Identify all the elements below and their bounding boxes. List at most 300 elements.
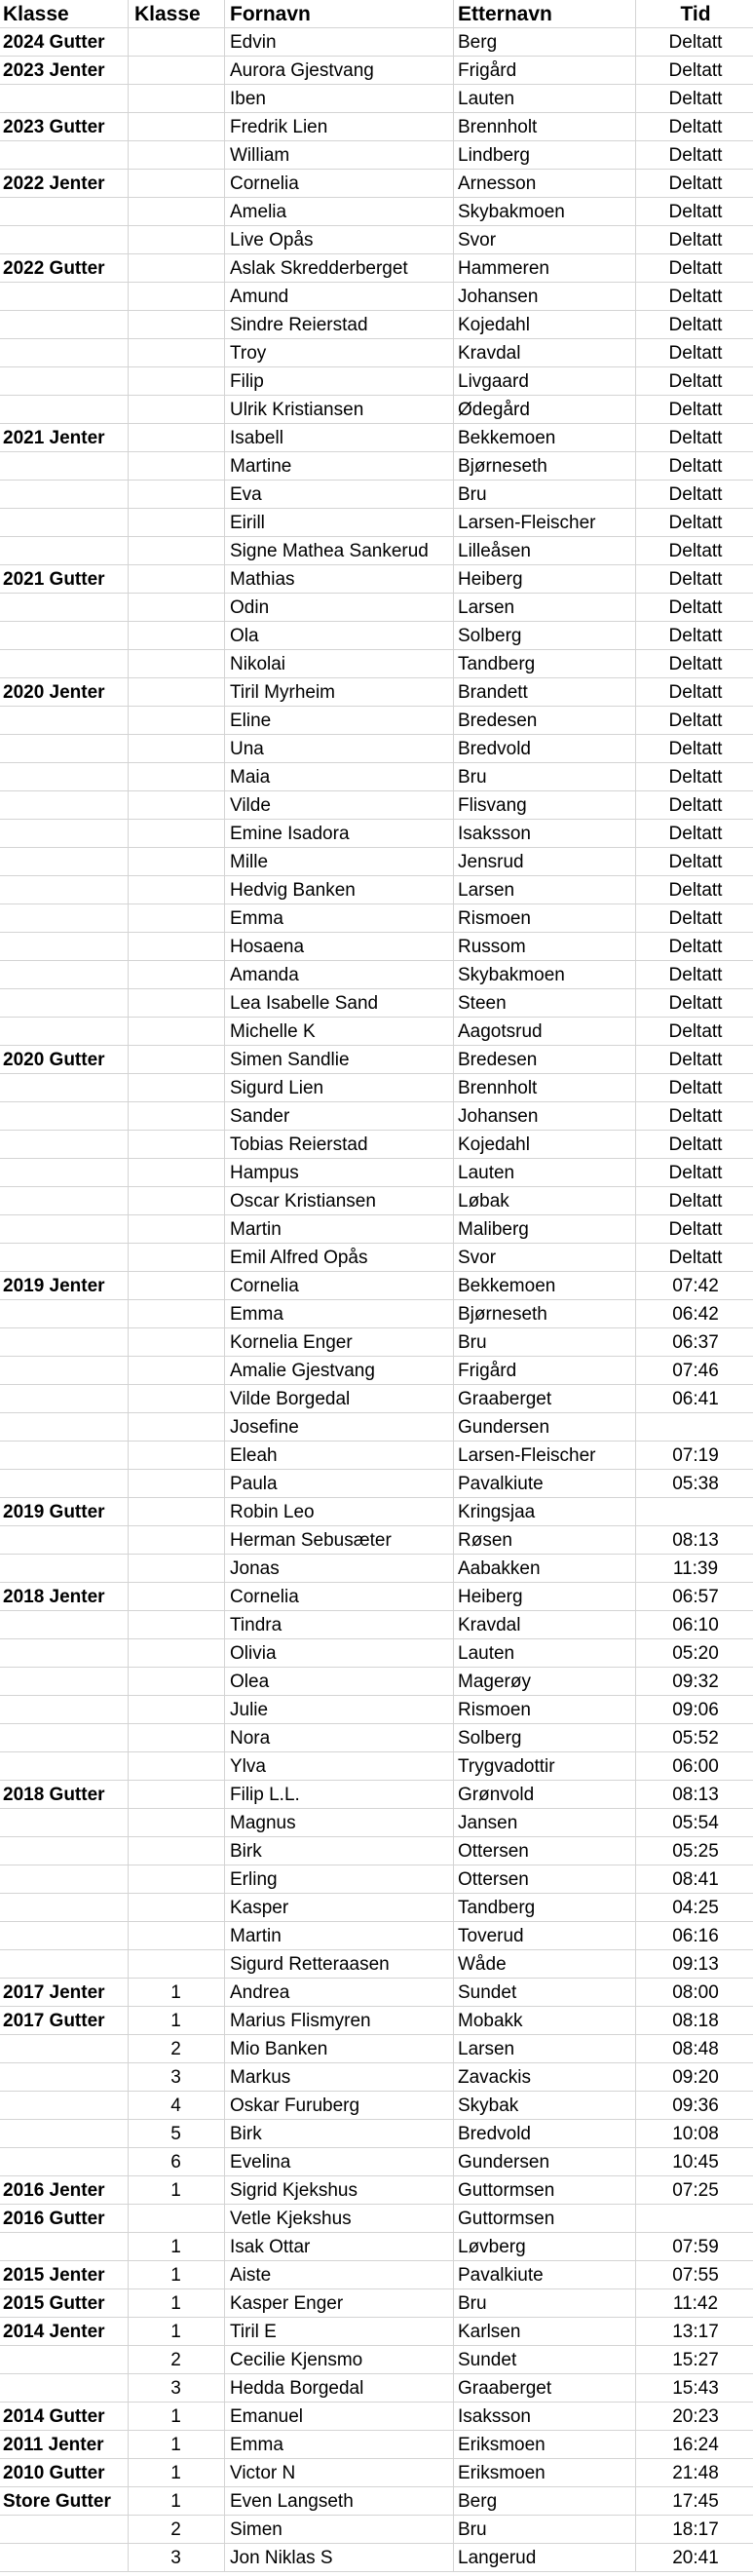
cell-klasse-nr[interactable] (129, 989, 223, 1018)
cell-tid[interactable]: 06:42 (672, 1304, 719, 1325)
cell-etternavn[interactable]: Pavalkiute (458, 2265, 544, 2286)
cell-tid[interactable]: Deltatt (668, 173, 723, 194)
cell-fornavn[interactable]: Michelle K (230, 1021, 316, 1042)
cell-klasse[interactable]: 2014 Jenter (3, 2322, 105, 2342)
cell-etternavn[interactable]: Maliberg (458, 1219, 529, 1240)
cell-klasse-nr[interactable] (129, 678, 223, 707)
cell-klasse-nr[interactable] (129, 1555, 223, 1583)
cell-klasse[interactable] (3, 763, 128, 791)
cell-tid[interactable]: Deltatt (668, 1078, 723, 1098)
cell-klasse-nr[interactable] (129, 1074, 223, 1102)
cell-klasse-nr[interactable] (129, 311, 223, 339)
cell-etternavn[interactable]: Sundet (458, 2350, 517, 2370)
cell-klasse[interactable]: 2015 Gutter (3, 2293, 105, 2314)
cell-klasse[interactable]: 2017 Jenter (3, 1982, 105, 2003)
cell-klasse[interactable] (3, 622, 128, 650)
cell-tid[interactable]: 07:59 (672, 2237, 719, 2257)
cell-klasse[interactable] (3, 989, 128, 1018)
cell-klasse[interactable] (3, 509, 128, 537)
cell-klasse[interactable] (3, 1131, 128, 1159)
cell-klasse[interactable]: 2018 Jenter (3, 1587, 105, 1607)
cell-klasse-nr[interactable] (129, 481, 223, 509)
cell-klasse[interactable] (3, 735, 128, 763)
cell-tid[interactable]: 06:41 (672, 1389, 719, 1409)
cell-tid[interactable]: Deltatt (668, 541, 723, 561)
cell-tid[interactable]: 11:39 (672, 1558, 719, 1579)
cell-klasse[interactable] (3, 537, 128, 565)
cell-tid[interactable]: Deltatt (668, 682, 723, 703)
cell-klasse-nr[interactable]: 6 (170, 2152, 181, 2172)
cell-klasse-nr[interactable] (129, 848, 223, 876)
cell-klasse-nr[interactable]: 3 (170, 2548, 181, 2568)
cell-fornavn[interactable]: Martine (230, 456, 292, 477)
cell-tid[interactable]: 09:13 (672, 1954, 719, 1975)
cell-fornavn[interactable]: Herman Sebusæter (230, 1530, 392, 1551)
cell-fornavn[interactable]: Victor N (230, 2463, 296, 2483)
cell-etternavn[interactable]: Bru (458, 767, 487, 788)
cell-klasse-nr[interactable] (129, 57, 223, 85)
cell-klasse[interactable] (3, 1328, 128, 1357)
cell-tid[interactable]: 13:17 (672, 2322, 719, 2342)
cell-klasse[interactable]: 2024 Gutter (3, 32, 105, 53)
cell-klasse-nr[interactable] (129, 198, 223, 226)
cell-tid[interactable]: Deltatt (668, 1248, 723, 1268)
cell-klasse[interactable] (3, 2233, 128, 2261)
cell-fornavn[interactable]: Isabell (230, 428, 283, 448)
cell-etternavn[interactable]: Larsen (458, 597, 515, 618)
cell-fornavn[interactable]: Markus (230, 2067, 291, 2088)
cell-tid[interactable]: Deltatt (668, 32, 723, 53)
cell-tid[interactable]: Deltatt (668, 287, 723, 307)
cell-klasse-nr[interactable] (129, 1385, 223, 1413)
cell-etternavn[interactable]: Johansen (458, 287, 539, 307)
cell-etternavn[interactable]: Karlsen (458, 2322, 521, 2342)
cell-tid[interactable]: 07:55 (672, 2265, 719, 2286)
cell-etternavn[interactable]: Brennholt (458, 1078, 538, 1098)
cell-tid[interactable]: 20:23 (672, 2406, 719, 2427)
cell-klasse[interactable] (3, 876, 128, 904)
cell-etternavn[interactable]: Lauten (458, 89, 515, 109)
cell-klasse[interactable] (3, 707, 128, 735)
cell-klasse-nr[interactable]: 1 (170, 2435, 181, 2455)
cell-fornavn[interactable]: Evelina (230, 2152, 291, 2172)
cell-etternavn[interactable]: Gundersen (458, 2152, 550, 2172)
cell-tid[interactable]: 16:24 (672, 2435, 719, 2455)
cell-tid[interactable]: Deltatt (668, 767, 723, 788)
cell-etternavn[interactable]: Bredvold (458, 739, 531, 759)
cell-klasse-nr[interactable]: 1 (170, 1982, 181, 2003)
cell-tid[interactable]: Deltatt (668, 824, 723, 844)
cell-tid[interactable]: 08:13 (672, 1785, 719, 1805)
cell-tid[interactable]: Deltatt (668, 400, 723, 420)
cell-klasse-nr[interactable] (129, 1950, 223, 1979)
cell-etternavn[interactable]: Eriksmoen (458, 2435, 546, 2455)
cell-fornavn[interactable]: Hedvig Banken (230, 880, 356, 901)
cell-etternavn[interactable]: Brandett (458, 682, 528, 703)
cell-tid[interactable]: 10:45 (672, 2152, 719, 2172)
cell-fornavn[interactable]: Sigurd Lien (230, 1078, 324, 1098)
cell-tid[interactable]: Deltatt (668, 654, 723, 674)
cell-etternavn[interactable]: Livgaard (458, 371, 529, 392)
cell-tid[interactable]: Deltatt (668, 1106, 723, 1127)
cell-klasse-nr[interactable] (129, 1668, 223, 1696)
cell-fornavn[interactable]: Sander (230, 1106, 290, 1127)
cell-tid[interactable]: 07:42 (672, 1276, 719, 1296)
cell-tid[interactable]: Deltatt (668, 626, 723, 646)
cell-etternavn[interactable]: Rismoen (458, 1700, 531, 1720)
cell-etternavn[interactable]: Mobakk (458, 2011, 523, 2031)
cell-klasse-nr[interactable] (129, 876, 223, 904)
cell-klasse[interactable] (3, 311, 128, 339)
cell-klasse-nr[interactable] (129, 1809, 223, 1837)
cell-klasse-nr[interactable] (129, 1752, 223, 1781)
cell-fornavn[interactable]: Vilde Borgedal (230, 1389, 351, 1409)
cell-fornavn[interactable]: Mathias (230, 569, 295, 590)
cell-tid[interactable]: Deltatt (668, 145, 723, 166)
cell-fornavn[interactable]: Lea Isabelle Sand (230, 993, 379, 1014)
cell-klasse-nr[interactable] (129, 339, 223, 367)
cell-etternavn[interactable]: Solberg (458, 626, 522, 646)
cell-tid[interactable]: Deltatt (668, 711, 723, 731)
cell-klasse-nr[interactable] (129, 396, 223, 424)
cell-tid[interactable]: 05:54 (672, 1813, 719, 1833)
cell-tid[interactable]: 08:13 (672, 1530, 719, 1551)
cell-klasse-nr[interactable] (129, 1781, 223, 1809)
cell-fornavn[interactable]: Eline (230, 711, 272, 731)
cell-klasse-nr[interactable]: 1 (170, 2180, 181, 2201)
cell-fornavn[interactable]: Maia (230, 767, 271, 788)
cell-etternavn[interactable]: Bredesen (458, 1050, 538, 1070)
cell-klasse[interactable]: 2019 Gutter (3, 1502, 105, 1522)
cell-tid[interactable]: Deltatt (668, 937, 723, 957)
cell-etternavn[interactable]: Eriksmoen (458, 2463, 546, 2483)
cell-klasse[interactable]: 2010 Gutter (3, 2463, 105, 2483)
cell-fornavn[interactable]: Hampus (230, 1163, 299, 1183)
cell-fornavn[interactable]: Kornelia Enger (230, 1332, 353, 1353)
cell-etternavn[interactable]: Magerøy (458, 1672, 531, 1692)
cell-etternavn[interactable]: Røsen (458, 1530, 512, 1551)
cell-etternavn[interactable]: Bru (458, 484, 487, 505)
cell-etternavn[interactable]: Pavalkiute (458, 1474, 544, 1494)
cell-klasse-nr[interactable]: 1 (170, 2011, 181, 2031)
cell-klasse[interactable] (3, 1018, 128, 1046)
cell-tid[interactable]: 15:27 (672, 2350, 719, 2370)
cell-fornavn[interactable]: Tiril Myrheim (230, 682, 336, 703)
cell-tid[interactable]: Deltatt (668, 60, 723, 81)
cell-klasse[interactable] (3, 933, 128, 961)
cell-etternavn[interactable]: Hammeren (458, 258, 549, 279)
cell-klasse-nr[interactable]: 1 (170, 2322, 181, 2342)
cell-fornavn[interactable]: Cecilie Kjensmo (230, 2350, 363, 2370)
cell-etternavn[interactable]: Larsen (458, 880, 515, 901)
cell-fornavn[interactable]: Paula (230, 1474, 278, 1494)
cell-tid[interactable]: 06:57 (672, 1587, 719, 1607)
cell-fornavn[interactable]: Simen Sandlie (230, 1050, 350, 1070)
cell-tid[interactable]: Deltatt (668, 1219, 723, 1240)
cell-tid[interactable]: 07:19 (672, 1445, 719, 1466)
cell-etternavn[interactable]: Aabakken (458, 1558, 541, 1579)
cell-etternavn[interactable]: Bekkemoen (458, 428, 556, 448)
cell-fornavn[interactable]: Oskar Furuberg (230, 2095, 360, 2116)
cell-fornavn[interactable]: Amelia (230, 202, 287, 222)
cell-etternavn[interactable]: Lindberg (458, 145, 530, 166)
cell-klasse[interactable]: 2020 Jenter (3, 682, 105, 703)
cell-klasse-nr[interactable] (129, 1922, 223, 1950)
cell-etternavn[interactable]: Kravdal (458, 343, 521, 364)
cell-fornavn[interactable]: Filip L.L. (230, 1785, 300, 1805)
cell-fornavn[interactable]: Marius Flismyren (230, 2011, 371, 2031)
cell-fornavn[interactable]: Vilde (230, 795, 271, 816)
cell-klasse-nr[interactable] (129, 763, 223, 791)
cell-etternavn[interactable]: Kojedahl (458, 315, 530, 335)
cell-klasse-nr[interactable]: 2 (170, 2350, 181, 2370)
cell-tid[interactable]: Deltatt (668, 597, 723, 618)
header-tid[interactable]: Tid (680, 3, 711, 25)
cell-klasse-nr[interactable] (129, 283, 223, 311)
cell-klasse[interactable]: 2023 Jenter (3, 60, 105, 81)
cell-tid[interactable]: 09:36 (672, 2095, 719, 2116)
cell-klasse[interactable]: 2021 Gutter (3, 569, 105, 590)
cell-fornavn[interactable]: Josefine (230, 1417, 299, 1438)
cell-etternavn[interactable]: Graaberget (458, 2378, 552, 2399)
cell-fornavn[interactable]: Jonas (230, 1558, 280, 1579)
cell-klasse[interactable] (3, 2063, 128, 2092)
cell-klasse[interactable] (3, 1752, 128, 1781)
cell-fornavn[interactable]: Emine Isadora (230, 824, 350, 844)
cell-tid[interactable]: 17:45 (672, 2491, 719, 2512)
cell-klasse[interactable] (3, 1187, 128, 1215)
header-fornavn[interactable]: Fornavn (230, 3, 311, 25)
cell-tid[interactable]: 08:00 (672, 1982, 719, 2003)
cell-klasse[interactable] (3, 2544, 128, 2572)
cell-tid[interactable]: 21:48 (672, 2463, 719, 2483)
cell-etternavn[interactable]: Graaberget (458, 1389, 552, 1409)
cell-etternavn[interactable]: Arnesson (458, 173, 537, 194)
cell-klasse[interactable] (3, 1244, 128, 1272)
cell-etternavn[interactable]: Løbak (458, 1191, 509, 1211)
cell-klasse-nr[interactable] (129, 1639, 223, 1668)
cell-klasse-nr[interactable]: 5 (170, 2124, 181, 2144)
cell-klasse-nr[interactable] (129, 1724, 223, 1752)
cell-fornavn[interactable]: Vetle Kjekshus (230, 2209, 352, 2229)
cell-etternavn[interactable]: Guttormsen (458, 2209, 555, 2229)
cell-fornavn[interactable]: Filip (230, 371, 264, 392)
cell-tid[interactable]: 20:41 (672, 2548, 719, 2568)
cell-tid[interactable]: Deltatt (668, 795, 723, 816)
cell-klasse-nr[interactable] (129, 1102, 223, 1131)
cell-etternavn[interactable]: Larsen (458, 2039, 515, 2059)
cell-klasse-nr[interactable] (129, 1498, 223, 1526)
cell-klasse[interactable] (3, 1865, 128, 1894)
cell-tid[interactable]: 05:52 (672, 1728, 719, 1749)
cell-tid[interactable]: Deltatt (668, 965, 723, 985)
cell-klasse[interactable] (3, 1470, 128, 1498)
cell-etternavn[interactable]: Berg (458, 2491, 498, 2512)
cell-etternavn[interactable]: Tandberg (458, 1898, 536, 1918)
cell-etternavn[interactable]: Lilleåsen (458, 541, 531, 561)
cell-klasse[interactable] (3, 1074, 128, 1102)
cell-klasse[interactable]: 2018 Gutter (3, 1785, 105, 1805)
cell-fornavn[interactable]: Fredrik Lien (230, 117, 328, 137)
cell-fornavn[interactable]: Edvin (230, 32, 277, 53)
cell-fornavn[interactable]: Live Opås (230, 230, 314, 250)
cell-klasse-nr[interactable]: 1 (170, 2463, 181, 2483)
cell-tid[interactable]: 08:48 (672, 2039, 719, 2059)
cell-fornavn[interactable]: Eleah (230, 1445, 278, 1466)
cell-fornavn[interactable]: Nora (230, 1728, 271, 1749)
cell-etternavn[interactable]: Svor (458, 230, 497, 250)
cell-etternavn[interactable]: Løvberg (458, 2237, 526, 2257)
cell-fornavn[interactable]: Emma (230, 2435, 283, 2455)
cell-klasse[interactable] (3, 1159, 128, 1187)
cell-klasse[interactable] (3, 1611, 128, 1639)
cell-etternavn[interactable]: Bru (458, 1332, 487, 1353)
cell-klasse[interactable] (3, 1724, 128, 1752)
cell-fornavn[interactable]: Martin (230, 1219, 282, 1240)
cell-fornavn[interactable]: Eva (230, 484, 262, 505)
cell-klasse-nr[interactable] (129, 1159, 223, 1187)
cell-klasse[interactable] (3, 1300, 128, 1328)
cell-klasse-nr[interactable] (129, 226, 223, 254)
cell-klasse-nr[interactable] (129, 254, 223, 283)
cell-klasse-nr[interactable] (129, 1413, 223, 1442)
cell-tid[interactable]: Deltatt (668, 202, 723, 222)
cell-etternavn[interactable]: Isaksson (458, 2406, 531, 2427)
cell-fornavn[interactable]: Sindre Reierstad (230, 315, 368, 335)
cell-klasse[interactable] (3, 2092, 128, 2120)
cell-fornavn[interactable]: Tobias Reierstad (230, 1134, 368, 1155)
cell-klasse[interactable]: 2022 Gutter (3, 258, 105, 279)
cell-tid[interactable]: Deltatt (668, 880, 723, 901)
cell-fornavn[interactable]: Hedda Borgedal (230, 2378, 364, 2399)
cell-etternavn[interactable]: Jansen (458, 1813, 518, 1833)
cell-fornavn[interactable]: Jon Niklas S (230, 2548, 333, 2568)
cell-klasse[interactable]: 2022 Jenter (3, 173, 105, 194)
cell-fornavn[interactable]: Aurora Gjestvang (230, 60, 374, 81)
cell-tid[interactable] (638, 1498, 753, 1526)
cell-fornavn[interactable]: Kasper (230, 1898, 289, 1918)
cell-fornavn[interactable]: Tindra (230, 1615, 282, 1635)
cell-etternavn[interactable]: Kravdal (458, 1615, 521, 1635)
cell-etternavn[interactable]: Grønvold (458, 1785, 535, 1805)
cell-klasse-nr[interactable]: 1 (170, 2293, 181, 2314)
cell-klasse-nr[interactable]: 1 (170, 2491, 181, 2512)
cell-klasse-nr[interactable] (129, 1244, 223, 1272)
cell-tid[interactable]: Deltatt (668, 117, 723, 137)
cell-etternavn[interactable]: Ødegård (458, 400, 530, 420)
cell-klasse-nr[interactable] (129, 509, 223, 537)
cell-fornavn[interactable]: Ola (230, 626, 259, 646)
cell-etternavn[interactable]: Russom (458, 937, 526, 957)
cell-fornavn[interactable]: Amund (230, 287, 289, 307)
cell-klasse-nr[interactable] (129, 622, 223, 650)
cell-tid[interactable]: Deltatt (668, 993, 723, 1014)
cell-klasse-nr[interactable] (129, 170, 223, 198)
cell-etternavn[interactable]: Skybakmoen (458, 202, 565, 222)
cell-klasse[interactable] (3, 1837, 128, 1865)
cell-etternavn[interactable]: Berg (458, 32, 498, 53)
cell-klasse[interactable] (3, 1102, 128, 1131)
cell-klasse-nr[interactable] (129, 1357, 223, 1385)
cell-tid[interactable]: 15:43 (672, 2378, 719, 2399)
cell-klasse[interactable] (3, 961, 128, 989)
cell-klasse[interactable] (3, 481, 128, 509)
cell-fornavn[interactable]: Ulrik Kristiansen (230, 400, 364, 420)
cell-fornavn[interactable]: Aslak Skredderberget (230, 258, 408, 279)
cell-tid[interactable]: 04:25 (672, 1898, 719, 1918)
cell-klasse-nr[interactable] (129, 1018, 223, 1046)
cell-klasse[interactable] (3, 452, 128, 481)
cell-etternavn[interactable]: Langerud (458, 2548, 537, 2568)
cell-fornavn[interactable]: Emma (230, 1304, 283, 1325)
cell-klasse[interactable]: 2011 Jenter (3, 2435, 104, 2455)
cell-tid[interactable] (638, 1413, 753, 1442)
cell-klasse[interactable] (3, 1385, 128, 1413)
cell-fornavn[interactable]: Magnus (230, 1813, 296, 1833)
cell-etternavn[interactable]: Jensrud (458, 852, 524, 872)
cell-tid[interactable]: Deltatt (668, 343, 723, 364)
cell-klasse-nr[interactable] (129, 1894, 223, 1922)
cell-fornavn[interactable]: Ylva (230, 1756, 266, 1777)
cell-klasse[interactable] (3, 2374, 128, 2403)
cell-klasse[interactable]: Store Gutter (3, 2491, 111, 2512)
cell-etternavn[interactable]: Lauten (458, 1643, 515, 1664)
cell-etternavn[interactable]: Bekkemoen (458, 1276, 556, 1296)
cell-klasse[interactable] (3, 339, 128, 367)
cell-fornavn[interactable]: Emanuel (230, 2406, 303, 2427)
cell-tid[interactable]: Deltatt (668, 569, 723, 590)
cell-etternavn[interactable]: Aagotsrud (458, 1021, 543, 1042)
cell-fornavn[interactable]: Martin (230, 1926, 282, 1946)
cell-fornavn[interactable]: Birk (230, 2124, 262, 2144)
cell-fornavn[interactable]: Tiril E (230, 2322, 277, 2342)
cell-tid[interactable]: Deltatt (668, 1021, 723, 1042)
cell-klasse-nr[interactable] (129, 1187, 223, 1215)
cell-tid[interactable]: Deltatt (668, 513, 723, 533)
cell-fornavn[interactable]: Amanda (230, 965, 299, 985)
cell-klasse-nr[interactable] (129, 961, 223, 989)
cell-klasse-nr[interactable] (129, 85, 223, 113)
cell-klasse-nr[interactable] (129, 1442, 223, 1470)
cell-klasse-nr[interactable] (129, 650, 223, 678)
cell-tid[interactable]: 10:08 (672, 2124, 719, 2144)
cell-klasse-nr[interactable] (129, 1696, 223, 1724)
cell-fornavn[interactable]: Olea (230, 1672, 270, 1692)
cell-fornavn[interactable]: Simen (230, 2519, 282, 2540)
cell-tid[interactable]: Deltatt (668, 1050, 723, 1070)
cell-tid[interactable]: Deltatt (668, 428, 723, 448)
cell-fornavn[interactable]: Sigurd Retteraasen (230, 1954, 390, 1975)
cell-etternavn[interactable]: Ottersen (458, 1841, 529, 1862)
cell-klasse[interactable] (3, 1950, 128, 1979)
header-etternavn[interactable]: Etternavn (458, 3, 552, 25)
cell-klasse[interactable]: 2020 Gutter (3, 1050, 105, 1070)
cell-klasse-nr[interactable] (129, 594, 223, 622)
cell-etternavn[interactable]: Svor (458, 1248, 497, 1268)
cell-etternavn[interactable]: Ottersen (458, 1869, 529, 1890)
cell-klasse[interactable] (3, 791, 128, 820)
cell-tid[interactable]: 06:00 (672, 1756, 719, 1777)
cell-tid[interactable]: Deltatt (668, 1134, 723, 1155)
cell-fornavn[interactable]: Amalie Gjestvang (230, 1361, 375, 1381)
cell-tid[interactable]: Deltatt (668, 739, 723, 759)
cell-klasse[interactable] (3, 2120, 128, 2148)
cell-klasse-nr[interactable] (129, 1583, 223, 1611)
cell-etternavn[interactable]: Gundersen (458, 1417, 550, 1438)
cell-etternavn[interactable]: Rismoen (458, 908, 531, 929)
cell-etternavn[interactable]: Skybak (458, 2095, 519, 2116)
cell-tid[interactable]: 08:18 (672, 2011, 719, 2031)
